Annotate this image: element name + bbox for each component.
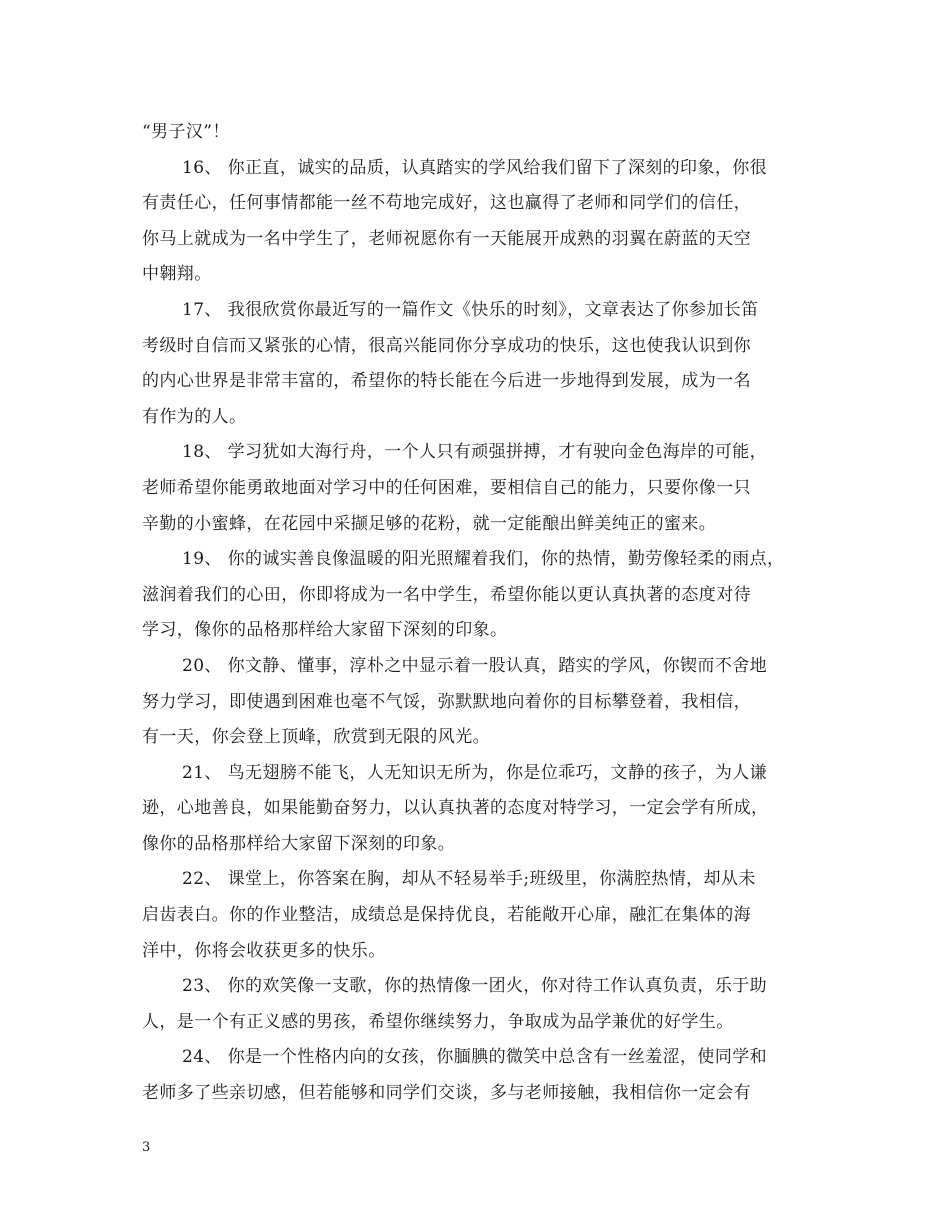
text-line: 人，是一个有正义感的男孩，希望你继续努力，争取成为品学兼优的好学生。	[142, 1011, 734, 1032]
paragraph	[142, 756, 812, 863]
text-line: 学习，像你的品格那样给大家留下深刻的印象。	[142, 620, 508, 641]
text-line: 有一天，你会登上顶峰，欣赏到无限的风光。	[142, 727, 490, 748]
text-line: 有作为的人。	[142, 406, 247, 427]
text-line: 16、 你正直，诚实的品质，认真踏实的学风给我们留下了深刻的印象，你很	[182, 157, 768, 178]
text-line: 洋中，你将会收获更多的快乐。	[142, 940, 386, 961]
text-line: 滋润着我们的心田，你即将成为一名中学生，希望你能以更认真执著的态度对待	[142, 584, 751, 605]
paragraph	[142, 969, 812, 1040]
text-line: 有责任心，任何事情都能一丝不苟地完成好，这也赢得了老师和同学们的信任，	[142, 193, 751, 214]
text-line: 老师希望你能勇敢地面对学习中的任何困难，要相信自己的能力，只要你像一只	[142, 477, 751, 498]
text-line: 的内心世界是非常丰富的，希望你的特长能在今后进一步地得到发展，成为一名	[142, 371, 751, 392]
page-number: 3	[142, 1140, 151, 1155]
text-line: 逊，心地善良，如果能勤奋努力，以认真执著的态度对特学习，一定会学有所成，	[142, 798, 769, 819]
text-line: 17、 我很欣赏你最近写的一篇作文《快乐的时刻》，文章表达了你参加长笛	[182, 299, 759, 320]
text-line: 努力学习，即使遇到困难也毫不气馁，弥默默地向着你的目标攀登着，我相信，	[142, 691, 751, 712]
text-line: 启齿表白。你的作业整洁，成绩总是保持优良，若能敞开心扉，融汇在集体的海	[142, 905, 751, 926]
paragraph	[142, 649, 812, 756]
text-line: 你马上就成为一名中学生了，老师祝愿你有一天能展开成熟的羽翼在蔚蓝的天空	[142, 228, 751, 249]
text-line: 22、 课堂上，你答案在胸，却从不轻易举手;班级里，你满腔热情，却从未	[182, 869, 756, 890]
paragraph	[142, 293, 812, 435]
text-line: 像你的品格那样给大家留下深刻的印象。	[142, 833, 456, 854]
text-line: 24、 你是一个性格内向的女孩，你腼腆的微笑中总含有一丝羞涩，使同学和	[182, 1047, 768, 1068]
text-line: 20、 你文静、懂事，淳朴之中显示着一股认真，踏实的学风，你锲而不舍地	[182, 655, 768, 676]
text-line: 辛勤的小蜜蜂，在花园中采撷足够的花粉，就一定能酿出鲜美纯正的蜜来。	[142, 513, 717, 534]
paragraph	[142, 151, 812, 293]
text-line: 考级时自信而又紧张的心情，很高兴能同你分享成功的快乐，这也使我认识到你	[142, 335, 751, 356]
text-line: 中翱翔。	[142, 264, 212, 285]
paragraph	[142, 435, 812, 542]
paragraph	[142, 1040, 812, 1111]
paragraph	[142, 115, 812, 151]
text-line: 23、 你的欢笑像一支歌，你的热情像一团火，你对待工作认真负责，乐于助	[182, 976, 768, 997]
text-line: 18、 学习犹如大海行舟，一个人只有顽强拼搏，才有驶向金色海岸的可能，	[182, 442, 768, 463]
paragraph	[142, 542, 812, 649]
document-body	[142, 115, 812, 1112]
text-line: “男子汉”！	[142, 122, 230, 142]
paragraph	[142, 862, 812, 969]
text-line: 老师多了些亲切感，但若能够和同学们交谈，多与老师接触，我相信你一定会有	[142, 1083, 751, 1104]
text-line: 21、 鸟无翅膀不能飞，人无知识无所为，你是位乖巧，文静的孩子，为人谦	[182, 762, 768, 783]
text-line: 19、 你的诚实善良像温暖的阳光照耀着我们，你的热情，勤劳像轻柔的雨点，	[182, 549, 785, 570]
